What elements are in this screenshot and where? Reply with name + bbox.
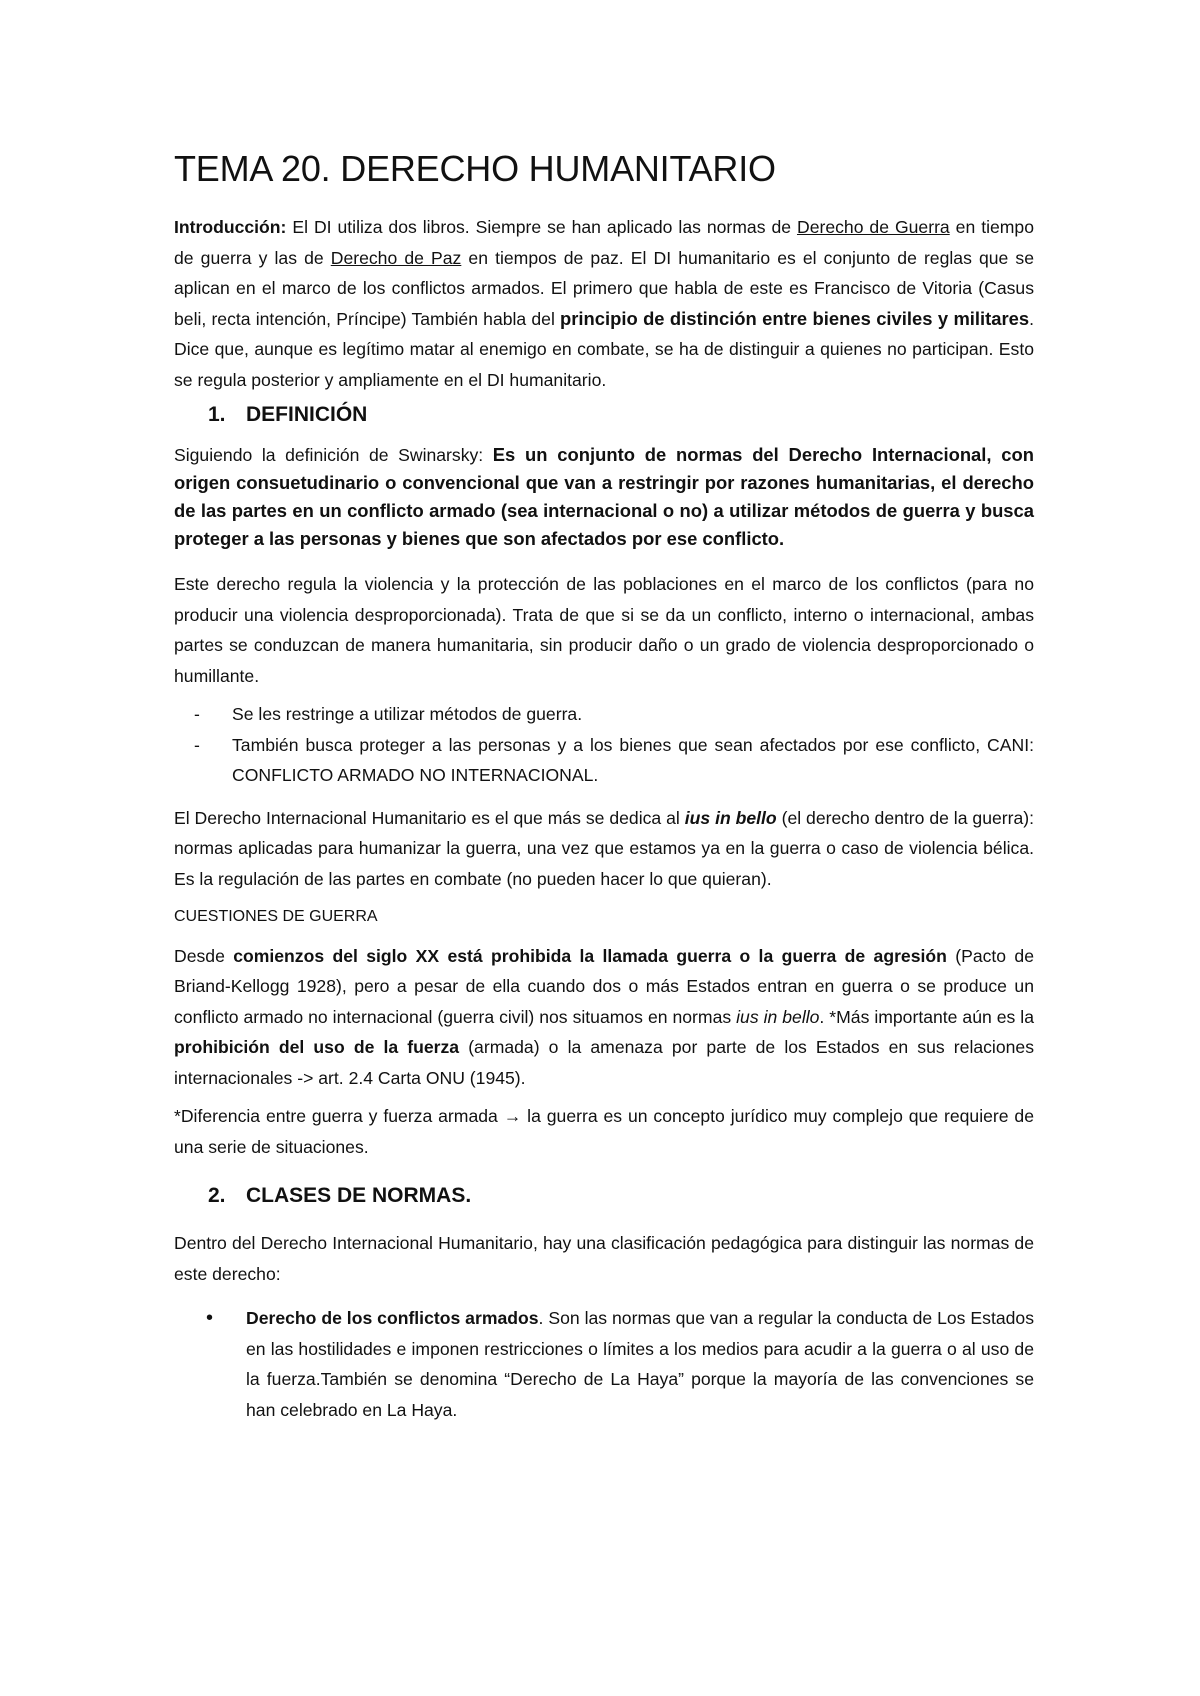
- list-item: [174, 699, 1034, 730]
- list-item-text: Se les restringe a utilizar métodos de guerra.: [232, 704, 583, 724]
- p4-italic: ius in bello: [736, 1006, 820, 1027]
- dash-list: [174, 699, 1034, 791]
- cuestiones-label: CUESTIONES DE GUERRA: [174, 908, 378, 925]
- definition-paragraph: [174, 441, 1034, 553]
- definition-lead: Siguiendo la definición de Swinarsky:: [174, 445, 493, 465]
- intro-label: Introducción:: [174, 217, 287, 237]
- bullet-bold: Derecho de los conflictos armados: [246, 1308, 539, 1328]
- section-2-title: CLASES DE NORMAS.: [246, 1184, 472, 1207]
- intro-text-1: El DI utiliza dos libros. Siempre se han aplicado las normas de: [286, 217, 797, 237]
- intro-text-4: . Dice que, aunque es legítimo matar al enemigo en combate, se ha de distinguir a quienes no participan. Esto se regula posterior y ampliamente en el DI humanitario.: [174, 308, 1034, 390]
- p4-text-e: . *Más importante aún es la: [819, 1006, 1034, 1027]
- p4-text-c: (Pacto de Briand-Kellogg 1928), pero a pesar de ella cuando dos o más Estados entran en guerra o se produce un conflicto armado no internacional (guerra civil) nos situamos en normas: [174, 945, 1034, 1027]
- intro-bold-principle: principio de distinción entre bienes civiles y militares: [560, 307, 1030, 329]
- intro-text-3: en tiempos de paz. El DI humanitario es el conjunto de reglas que se aplican en el marco de los conflictos armados. El primero que habla de este es Francisco de Vitoria (Casus beli, recta intención, Príncipe) También habla del: [174, 247, 1034, 329]
- p3-ius-in-bello: ius in bello: [684, 807, 777, 828]
- bullet-text: . Son las normas que van a regular la conducta de Los Estados en las hostilidades e imponen restricciones o límites a los medios para acudir a la guerra o al uso de la fuerza.También se denomina “Derecho de La Haya” porque la mayoría de las convenciones se han celebrado en La Haya.: [246, 1308, 1034, 1420]
- dash-marker: -: [194, 734, 200, 755]
- intro-paragraph: [174, 212, 1034, 395]
- list-item-text: También busca proteger a las personas y a los bienes que sean afectados por ese conflicto, CANI: CONFLICTO ARMADO NO INTERNACIONAL.: [232, 734, 1034, 785]
- definition-bold: Es un conjunto de normas del Derecho Internacional, con origen consuetudinario o convencional que van a restringir por razones humanitarias, el derecho de las partes en un conflicto armado (sea internacional o no) a utilizar métodos de guerra y busca proteger a las personas y bienes que son afectados por ese conflicto.: [174, 444, 1034, 549]
- bullet-marker: •: [206, 1307, 214, 1329]
- section-1-title: DEFINICIÓN: [246, 403, 368, 426]
- regulation-paragraph: Este derecho regula la violencia y la protección de las poblaciones en el marco de los conflictos (para no producir una violencia desproporcionada). Trata de que si se da un conflicto, interno o internacional, ambas partes se conduzcan de manera humanitaria, sin producir daño o un grado de violencia desproporcionado o humillante.: [174, 574, 1034, 686]
- document-body: [174, 148, 1034, 1425]
- prohibition-paragraph: [174, 941, 1034, 1094]
- p4-text-g: (armada) o la amenaza por parte de los Estados en sus relaciones internacionales -> art. 2.4 Carta ONU (1945).: [174, 1037, 1034, 1088]
- classification-paragraph: Dentro del Derecho Internacional Humanitario, hay una clasificación pedagógica para distinguir las normas de este derecho:: [174, 1233, 1034, 1284]
- link-derecho-guerra: Derecho de Guerra: [796, 217, 950, 237]
- page-title: TEMA 20. DERECHO HUMANITARIO: [174, 148, 776, 189]
- bullet-list: [174, 1303, 1034, 1425]
- p3-text-c: (el derecho dentro de la guerra): normas aplicadas para humanizar la guerra, una vez que estamos ya en la guerra o caso de violencia bélica. Es la regulación de las partes en combate (no pueden hacer lo que quieran).: [174, 807, 1035, 889]
- ius-in-bello-paragraph: [174, 803, 1034, 895]
- p4-bold-a: comienzos del siglo XX está prohibida la llamada guerra o la guerra de agresión: [233, 945, 947, 966]
- section-2-heading: [174, 1184, 1034, 1208]
- p4-bold-b: prohibición del uso de la fuerza: [174, 1037, 460, 1057]
- dash-marker: -: [194, 704, 200, 724]
- link-derecho-paz: Derecho de Paz: [330, 247, 462, 268]
- section-1-number: 1.: [208, 403, 226, 426]
- section-2-number: 2.: [208, 1184, 226, 1207]
- p3-text-a: El Derecho Internacional Humanitario es el que más se dedica al: [174, 807, 685, 828]
- intro-text-2: en tiempo de guerra y las de: [174, 217, 1034, 268]
- list-item: [174, 730, 1034, 791]
- list-item: [174, 1303, 1034, 1425]
- section-1-heading: [174, 403, 1034, 427]
- p4-text-a: Desde: [174, 945, 234, 966]
- list-item-text: [246, 1303, 1034, 1425]
- difference-paragraph: *Diferencia entre guerra y fuerza armada → la guerra es un concepto jurídico muy complejo que requiere de una serie de situaciones.: [174, 1106, 1034, 1157]
